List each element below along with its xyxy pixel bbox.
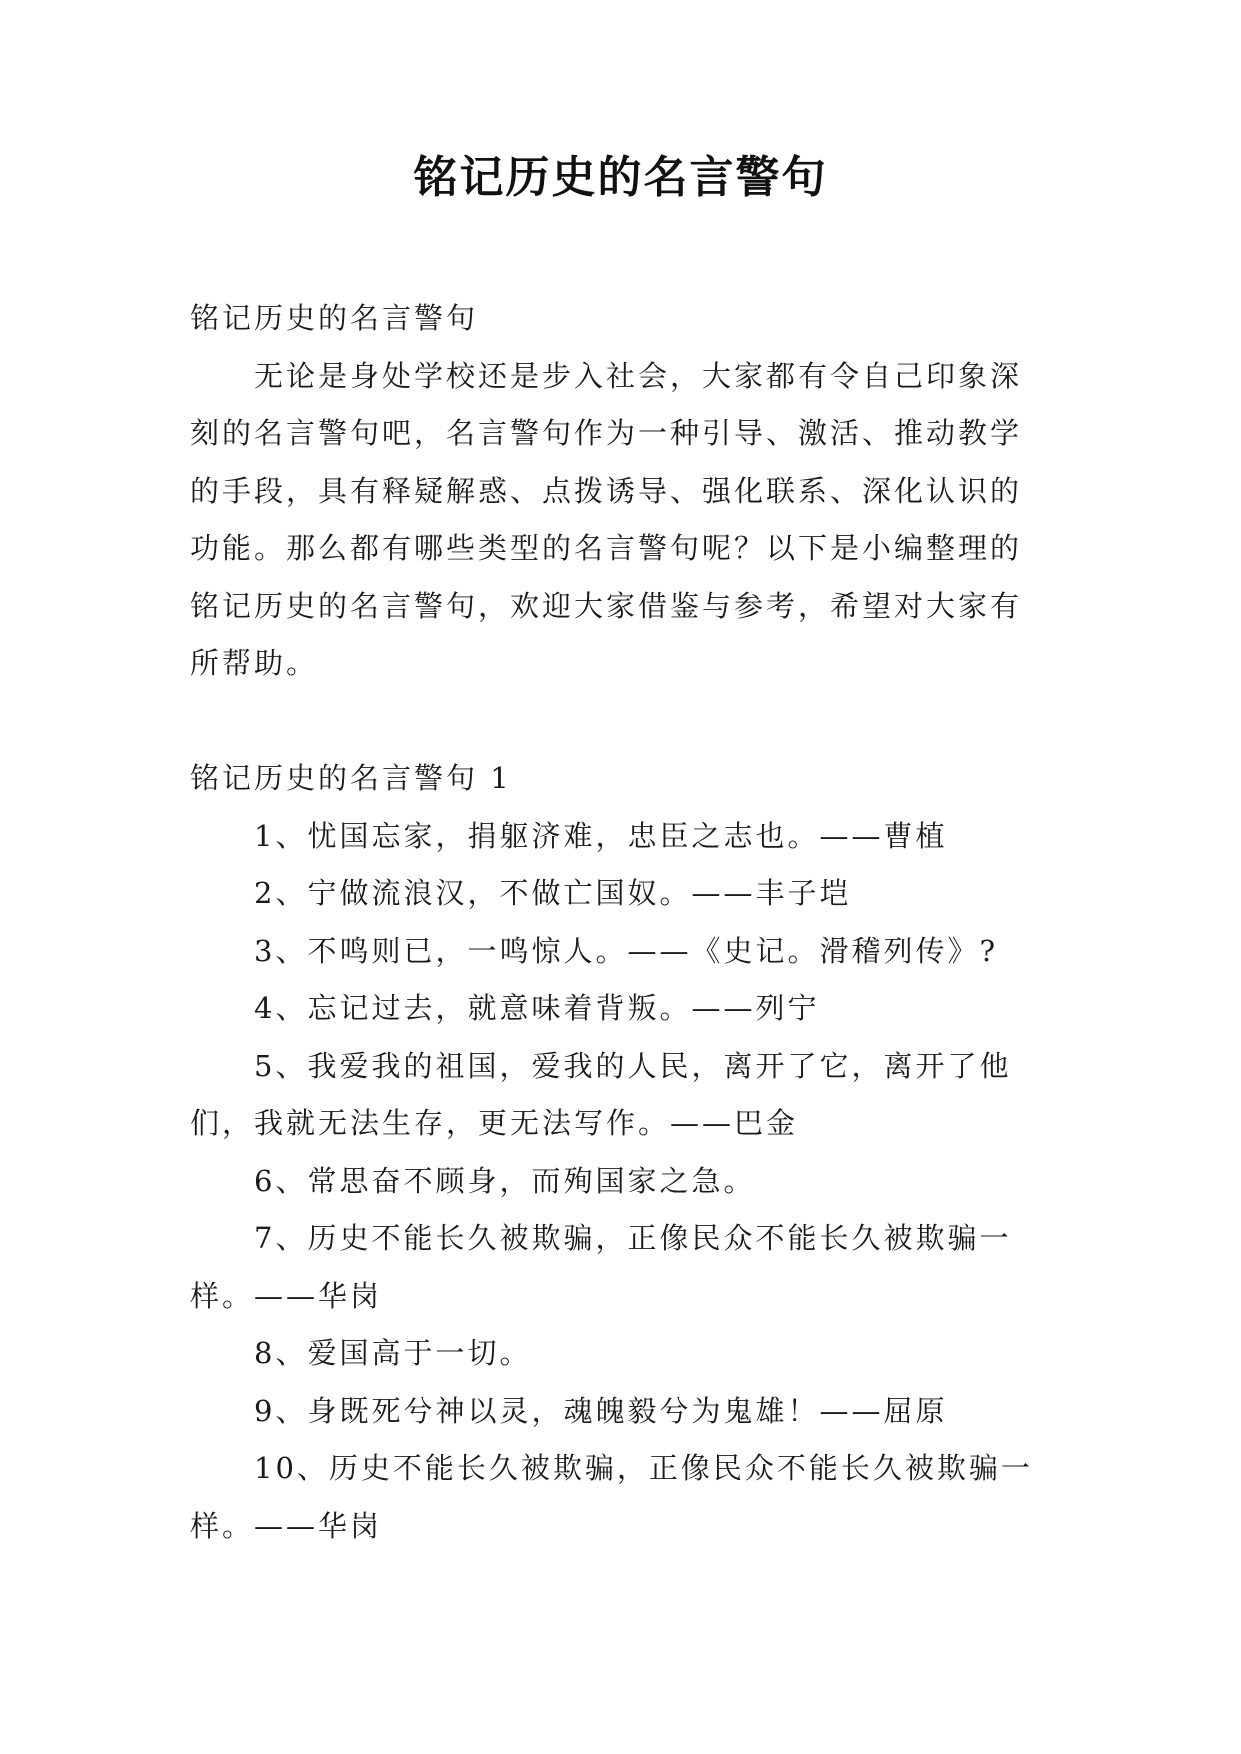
quote-item: 9、身既死兮神以灵，魂魄毅兮为鬼雄！——屈原 bbox=[254, 1393, 948, 1428]
document-title: 铭记历史的名言警句 bbox=[413, 152, 828, 203]
quote-item: 6、常思奋不顾身，而殉国家之急。 bbox=[254, 1163, 756, 1198]
quote-item: 3、不鸣则已，一鸣惊人。——《史记。滑稽列传》? bbox=[254, 933, 998, 968]
quote-item: 1、忧国忘家，捐躯济难，忠臣之志也。——曹植 bbox=[254, 818, 948, 853]
quote-item: 8、爱国高于一切。 bbox=[254, 1336, 532, 1370]
quote-item: 4、忘记过去，就意味着背叛。——列宁 bbox=[254, 991, 820, 1025]
quote-item: 2、宁做流浪汉，不做亡国奴。——丰子垲 bbox=[254, 876, 852, 910]
document-subtitle: 铭记历史的名言警句 bbox=[190, 301, 479, 335]
quote-item: 10、历史不能长久被欺骗，正像民众不能长久被欺骗一样。——华岗 bbox=[190, 1451, 1033, 1543]
quote-item: 7、历史不能长久被欺骗，正像民众不能长久被欺骗一样。——华岗 bbox=[190, 1221, 1012, 1313]
quote-item: 5、我爱我的祖国，爱我的人民，离开了它，离开了他们，我就无法生存，更无法写作。——巴金 bbox=[190, 1048, 1012, 1140]
section-heading: 铭记历史的名言警句 1 bbox=[190, 761, 512, 795]
document-body bbox=[190, 290, 1050, 1555]
intro-paragraph: 无论是身处学校还是步入社会，大家都有令自己印象深刻的名言警句吧，名言警句作为一种引导、激活、推动教学的手段，具有释疑解惑、点拨诱导、强化联系、深化认识的功能。那么都有哪些类型的名言警句呢？以下是小编整理的铭记历史的名言警句，欢迎大家借鉴与参考，希望对大家有所帮助。 bbox=[190, 358, 1023, 680]
paragraph-spacer bbox=[190, 693, 1050, 751]
